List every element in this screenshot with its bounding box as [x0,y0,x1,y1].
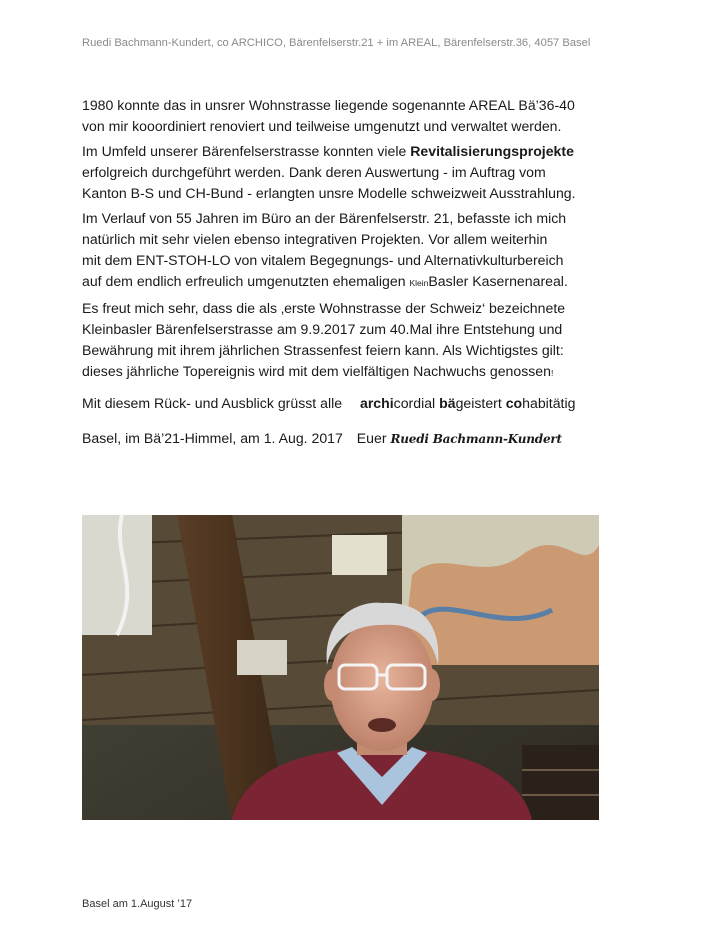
syllable: cordial [393,395,440,411]
bold-term: Revitalisierungsprojekte [410,143,574,159]
greeting-text: Mit diesem Rück- und Ausblick grüsst alle [82,395,343,411]
text-line: Bewährung mit ihrem jährlichen Strassenfest feiern kann. Als Wichtigstes gilt: [82,342,564,358]
person-photo-icon [82,515,599,820]
text-segment: Im Umfeld unserer Bärenfelserstrasse konnten viele [82,143,411,159]
bold-syllable: bä [439,395,456,411]
text-line [82,361,627,384]
text-line: Kanton B-S und CH-Bund - erlangten unsre Modelle schweizweit Ausstrahlung. [82,185,576,201]
text-line: von mir kooordiniert renoviert und teilweise umgenutzt und verwaltet werden. [82,118,562,134]
small-word: Klein [409,278,429,288]
text-segment: dieses jährliche Topereignis wird mit dem vielfältigen Nachwuchs genossen [82,363,551,379]
text-line: Kleinbasler Bärenfelserstrasse am 9.9.2017 zum 40.Mal ihre Entstehung und [82,321,563,337]
greeting-line [82,395,575,411]
text-line [82,271,627,294]
syllable: geistert [455,395,506,411]
page-header: Ruedi Bachmann-Kundert, co ARCHICO, Bärenfelserstr.21 + im AREAL, Bärenfelserstr.36, 4057 Basel [82,37,591,49]
text-line [82,141,627,162]
greeting-wordplay [360,395,575,411]
page-footer: Basel am 1.August ’17 [82,898,193,910]
text-line: Es freut mich sehr, dass die als ‚erste Wohnstrasse der Schweiz‘ bezeichnete [82,300,566,316]
text-line: Im Verlauf von 55 Jahren im Büro an der Bärenfelserstr. 21, befasste ich mich [82,210,567,226]
paragraph-2 [82,141,627,204]
handwritten-signature: Ruedi Bachmann-Kundert [390,432,562,446]
text-segment: auf dem endlich erfreulich umgenutzten ehemaligen [82,273,410,289]
small-mark: ! [551,368,554,378]
closing-line [82,430,562,446]
paragraph-1 [82,95,627,137]
text-line: 1980 konnte das in unsrer Wohnstrasse liegende sogenannte AREAL Bä’36-40 [82,97,575,113]
paragraph-4 [82,298,627,384]
bold-syllable: archi [359,395,394,411]
letter-body [82,95,627,388]
paragraph-3 [82,208,627,294]
text-line: mit dem ENT-STOH-LO von vitalem Begegnungs- und Alternativkulturbereich [82,252,564,268]
syllable: habitätig [522,395,576,411]
bold-syllable: co [505,395,523,411]
text-line: natürlich mit sehr vielen ebenso integrativen Projekten. Vor allem weiterhin [82,231,548,247]
euer-word: Euer [356,430,387,446]
portrait-photo [82,515,599,820]
text-segment: Basler Kasernenareal. [428,273,568,289]
text-line: erfolgreich durchgeführt werden. Dank deren Auswertung - im Auftrag vom [82,164,546,180]
place-date: Basel, im Bä’21-Himmel, am 1. Aug. 2017 [82,430,343,446]
